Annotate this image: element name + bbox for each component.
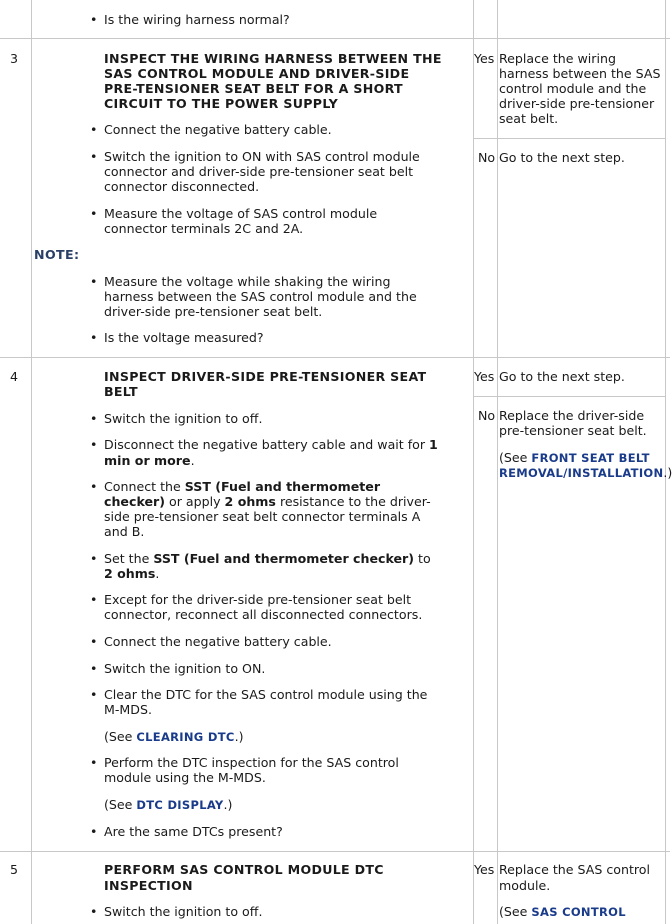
row-divider (0, 851, 670, 852)
yes-label: Yes (474, 862, 495, 877)
see-reference: (See CLEARING DTC.) (104, 729, 244, 744)
step-title: PERFORM SAS CONTROL MODULE DTC (104, 862, 384, 877)
yes-action: driver-side pre-tensioner (499, 96, 655, 111)
step-title: CIRCUIT TO THE POWER SUPPLY (104, 96, 339, 111)
bullet-text: min or more. (104, 453, 195, 468)
cell-divider (473, 396, 665, 397)
bullet-item: • Measure the voltage of SAS control module (104, 206, 377, 221)
bullet-text: connector, reconnect all disconnected connectors. (104, 607, 423, 622)
bullet-text: and B. (104, 524, 145, 539)
sas-control-link[interactable]: SAS CONTROL (531, 905, 626, 919)
bullet-item: • Is the voltage measured? (104, 330, 264, 345)
note-label: NOTE: (34, 247, 80, 262)
yes-action: harness between the SAS (499, 66, 661, 81)
bullet-text: connector terminals 2C and 2A. (104, 221, 304, 236)
step-title: BELT (104, 384, 138, 399)
bullet-item: • Connect the SST (Fuel and thermometer (104, 479, 380, 494)
row-divider (0, 357, 670, 358)
row-divider (0, 38, 670, 39)
no-action: Replace the driver-side (499, 408, 645, 423)
bullet-item: • Switch the ignition to ON with SAS control module (104, 149, 420, 164)
see-reference: (See SAS CONTROL (499, 904, 626, 919)
clearing-dtc-link[interactable]: CLEARING DTC (136, 730, 235, 744)
bullet-text: connector disconnected. (104, 179, 260, 194)
bullet-item: • Are the same DTCs present? (104, 824, 283, 839)
bullet-item: • Except for the driver-side pre-tensioner seat belt (104, 592, 411, 607)
yes-action: control module and the (499, 81, 647, 96)
bullet-text: checker) or apply 2 ohms resistance to the driver- (104, 494, 431, 509)
no-action: Go to the next step. (499, 150, 625, 165)
yes-action: Go to the next step. (499, 369, 625, 384)
bullet-text: side pre-tensioner seat belt connector terminals A (104, 509, 421, 524)
bullet-item: • Set the SST (Fuel and thermometer checker) to (104, 551, 431, 566)
grid-line (665, 0, 666, 924)
no-action: pre-tensioner seat belt. (499, 423, 647, 438)
see-reference: REMOVAL/INSTALLATION.) (499, 465, 672, 480)
cell-divider (473, 138, 665, 139)
grid-line (31, 0, 32, 924)
step-title: INSPECTION (104, 878, 193, 893)
yes-action: Replace the wiring (499, 51, 616, 66)
bullet-text: connector and driver-side pre-tensioner seat belt (104, 164, 414, 179)
bullet-text: driver-side pre-tensioner seat belt. (104, 304, 323, 319)
bullet-item: • Disconnect the negative battery cable and wait for 1 (104, 437, 438, 452)
see-reference: (See DTC DISPLAY.) (104, 797, 233, 812)
bullet-item: • Perform the DTC inspection for the SAS control (104, 755, 399, 770)
bullet-item: • Clear the DTC for the SAS control module using the (104, 687, 427, 702)
no-label: No (478, 150, 496, 165)
bullet-text: M-MDS. (104, 702, 152, 717)
bullet-item: • Switch the ignition to off. (104, 904, 262, 919)
step-title: INSPECT THE WIRING HARNESS BETWEEN THE (104, 51, 442, 66)
bullet-item: • Connect the negative battery cable. (104, 122, 332, 137)
bullet-item: • Is the wiring harness normal? (104, 12, 290, 27)
bullet-item: • Switch the ignition to ON. (104, 661, 265, 676)
see-reference: (See FRONT SEAT BELT (499, 450, 650, 465)
step-title: SAS CONTROL MODULE AND DRIVER-SIDE (104, 66, 410, 81)
step-number: 3 (10, 51, 19, 66)
front-seat-belt-link[interactable]: FRONT SEAT BELT (531, 451, 650, 465)
bullet-text: harness between the SAS control module and the (104, 289, 417, 304)
bullet-item: • Connect the negative battery cable. (104, 634, 332, 649)
step-title: INSPECT DRIVER-SIDE PRE-TENSIONER SEAT (104, 369, 427, 384)
yes-action: seat belt. (499, 111, 559, 126)
front-seat-belt-link[interactable]: REMOVAL/INSTALLATION (499, 466, 664, 480)
step-number: 5 (10, 862, 19, 877)
yes-label: Yes (474, 369, 495, 384)
bullet-text: 2 ohms. (104, 566, 160, 581)
yes-label: Yes (474, 51, 495, 66)
bullet-item: • Measure the voltage while shaking the wiring (104, 274, 390, 289)
bullet-item: • Switch the ignition to off. (104, 411, 262, 426)
yes-action: module. (499, 878, 551, 893)
step-title: PRE-TENSIONER SEAT BELT FOR A SHORT (104, 81, 403, 96)
no-label: No (478, 408, 496, 423)
dtc-display-link[interactable]: DTC DISPLAY (136, 798, 224, 812)
step-number: 4 (10, 369, 19, 384)
yes-action: Replace the SAS control (499, 862, 650, 877)
bullet-text: module using the M-MDS. (104, 770, 266, 785)
